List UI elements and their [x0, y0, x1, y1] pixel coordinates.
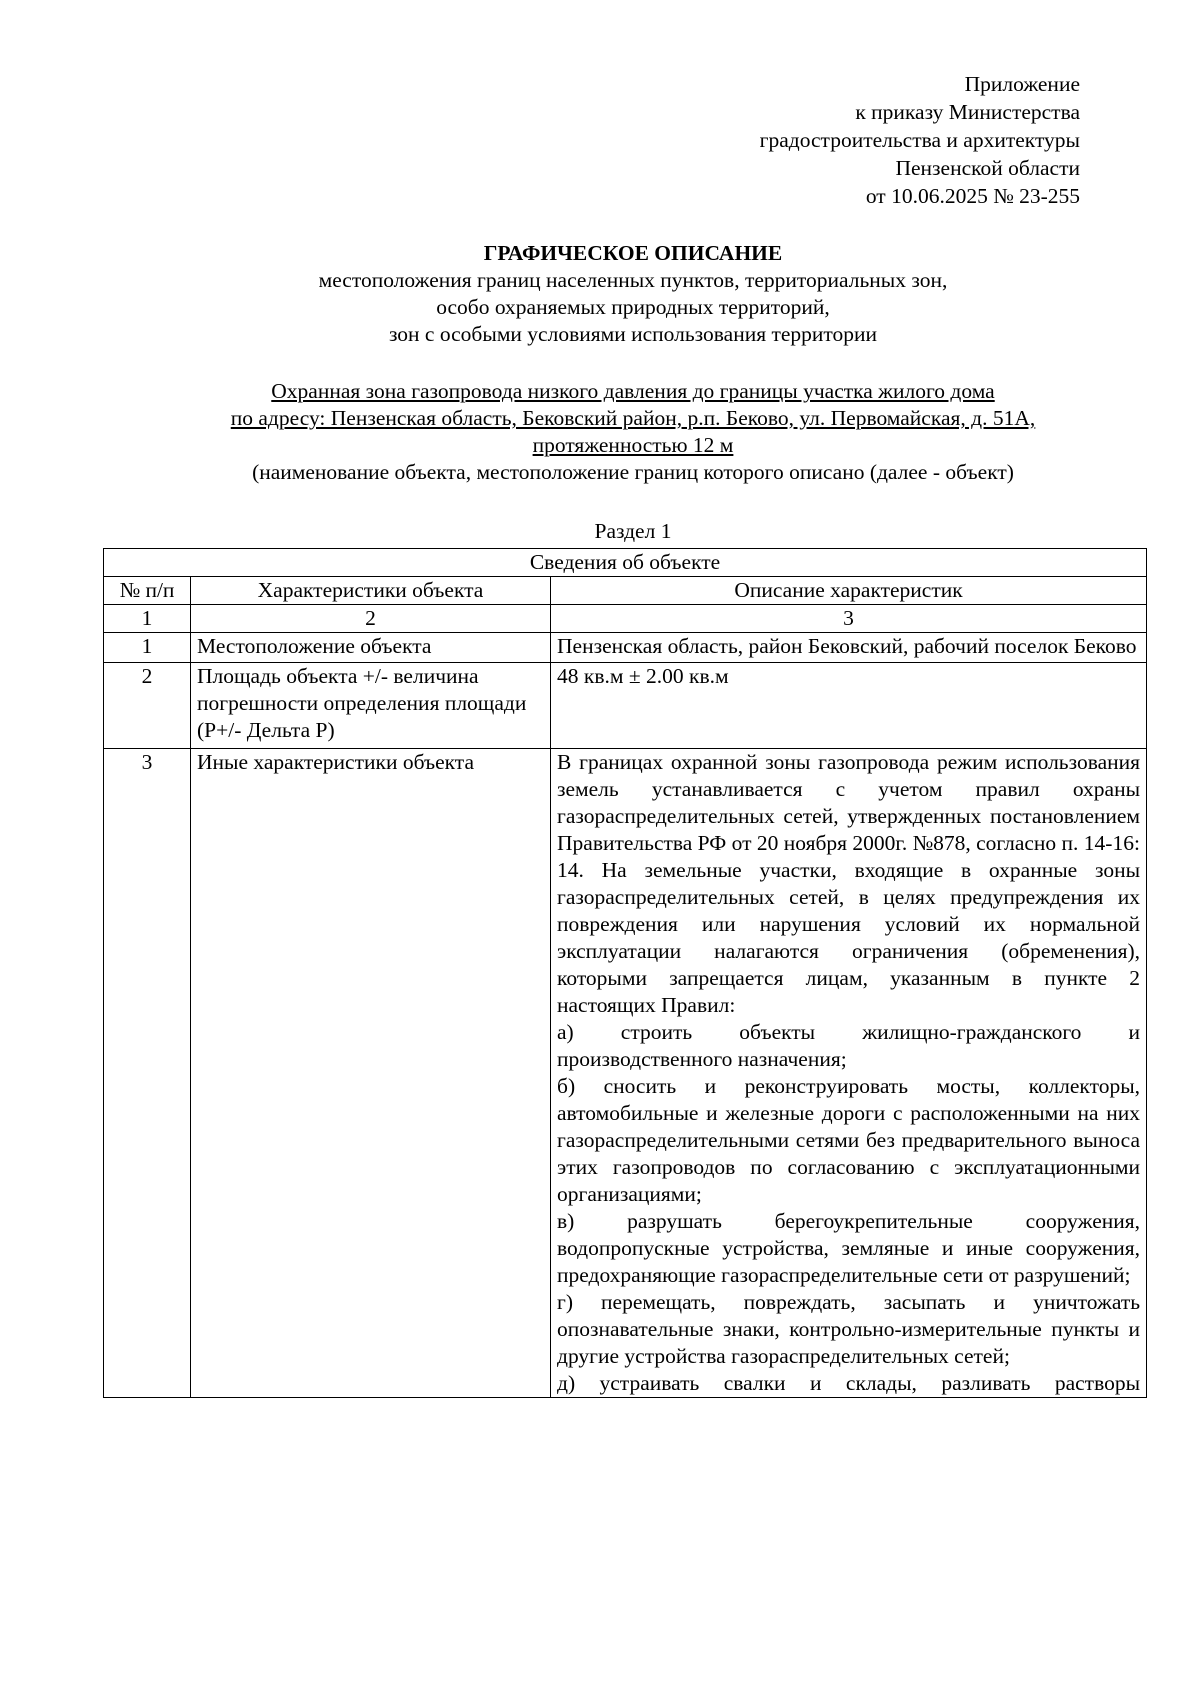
table-header-row	[104, 577, 1147, 605]
document-title-block	[0, 239, 1200, 348]
table-row	[104, 749, 1147, 1398]
header-description: Описание характеристик	[551, 577, 1147, 605]
header-characteristic: Характеристики объекта	[191, 577, 551, 605]
object-name-block	[0, 378, 1200, 486]
row-num: 2	[104, 663, 191, 749]
table-row	[104, 633, 1147, 663]
table-title-row	[104, 549, 1147, 577]
object-name-line: по адресу: Пензенская область, Бековский район, р.п. Беково, ул. Первомайская, д. 51А,	[230, 406, 1036, 430]
table-title: Сведения об объекте	[104, 549, 1147, 577]
desc-paragraph: б) сносить и реконструировать мосты, коллекторы, автомобильные и железные дороги с расположенными на них газораспределительными сетями без предварительного выноса этих газопроводов по согласованию с эксплуатационными организациями;	[557, 1074, 1141, 1206]
row-num: 3	[104, 749, 191, 1398]
table-colnum-row	[104, 605, 1147, 633]
appendix-line: от 10.06.2025 № 23-255	[865, 184, 1080, 208]
row-name: Местоположение объекта	[191, 633, 551, 663]
row-desc: 48 кв.м ± 2.00 кв.м	[551, 663, 1147, 749]
colnum-cell: 2	[191, 605, 551, 633]
document-subtitle-line: местоположения границ населенных пунктов, территориальных зон,	[318, 268, 948, 292]
object-name-line: Охранная зона газопровода низкого давления до границы участка жилого дома	[271, 379, 995, 403]
appendix-line: Приложение	[964, 72, 1080, 96]
desc-paragraph: г) перемещать, повреждать, засыпать и уничтожать опознавательные знаки, контрольно-измерительные пункты и другие устройства газораспределительных сетей;	[557, 1290, 1141, 1368]
desc-paragraph: д) устраивать свалки и склады, разливать растворы	[557, 1371, 1141, 1395]
desc-paragraph: 14. На земельные участки, входящие в охранные зоны газораспределительных сетей, в целях предупреждения их повреждения или нарушения условий их нормальной эксплуатации налагаются ограничения (обременения), которыми запрещается лицам, указанным в пункте 2 настоящих Правил:	[557, 858, 1141, 1017]
colnum-cell: 1	[104, 605, 191, 633]
row-num: 1	[104, 633, 191, 663]
table-row	[104, 663, 1147, 749]
appendix-line: к приказу Министерства	[855, 100, 1080, 124]
document-subtitle-line: особо охраняемых природных территорий,	[436, 295, 830, 319]
row-name: Иные характеристики объекта	[191, 749, 551, 1398]
document-subtitle-line: зон с особыми условиями использования территории	[388, 322, 878, 346]
section-label: Раздел 1	[594, 519, 672, 543]
row-name: Площадь объекта +/- величина погрешности определения площади (P+/- Дельта P)	[191, 663, 551, 749]
header-num: № п/п	[104, 577, 191, 605]
object-name-line: протяженностью 12 м	[532, 433, 734, 457]
appendix-line: градостроительства и архитектуры	[759, 128, 1080, 152]
object-caption: (наименование объекта, местоположение границ которого описано (далее - объект)	[252, 460, 1014, 484]
appendix-header	[760, 70, 1080, 210]
desc-paragraph: а) строить объекты жилищно-гражданского и производственного назначения;	[557, 1020, 1141, 1071]
document-title: ГРАФИЧЕСКОЕ ОПИСАНИЕ	[483, 241, 783, 265]
row-desc	[551, 749, 1147, 1398]
appendix-line: Пензенской области	[895, 156, 1080, 180]
row-desc: Пензенская область, район Бековский, рабочий поселок Беково	[551, 633, 1147, 663]
desc-paragraph: В границах охранной зоны газопровода режим использования земель устанавливается с учетом правил охраны газораспределительных сетей, утвержденных постановлением Правительства РФ от 20 ноября 2000г. №878, согласно п. 14-16:	[557, 750, 1141, 855]
colnum-cell: 3	[551, 605, 1147, 633]
object-info-table	[103, 548, 1147, 1398]
desc-paragraph: в) разрушать берегоукрепительные сооружения, водопропускные устройства, земляные и иные сооружения, предохраняющие газораспределительные сети от разрушений;	[557, 1209, 1141, 1287]
